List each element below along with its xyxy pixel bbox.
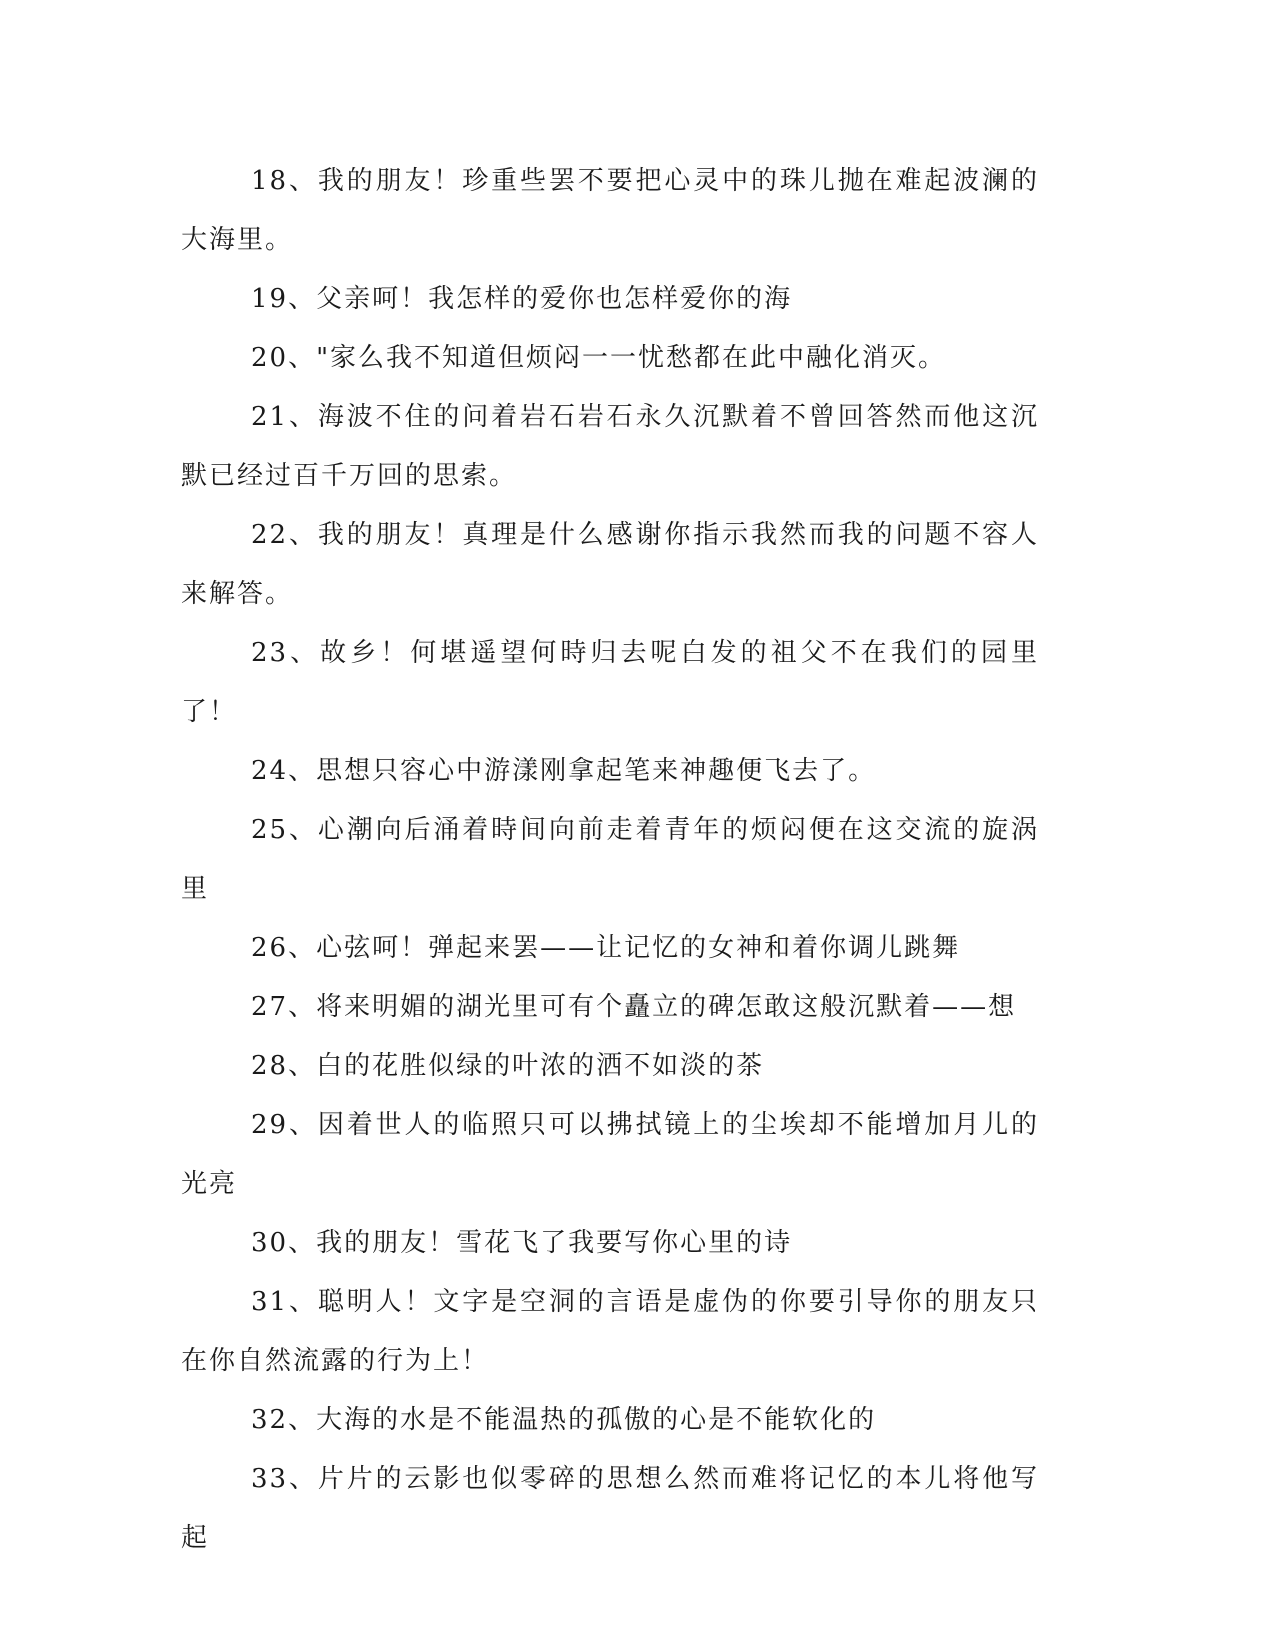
paragraph-32: 32、大海的水是不能温热的孤傲的心是不能软化的 [251, 1405, 877, 1435]
paragraph-21: 21、海波不住的问着岩石岩石永久沉默着不曾回答然而他这沉默已经过百千万回的思索。 [181, 402, 1039, 491]
paragraph-22: 22、我的朋友！真理是什么感谢你指示我然而我的问题不容人来解答。 [181, 520, 1039, 609]
paragraph-30: 30、我的朋友！雪花飞了我要写你心里的诗 [251, 1228, 793, 1258]
paragraph-26: 26、心弦呵！弹起来罢——让记忆的女神和着你调儿跳舞 [251, 933, 961, 963]
paragraph-25: 25、心潮向后涌着時间向前走着青年的烦闷便在这交流的旋涡里 [181, 815, 1039, 904]
paragraph-18: 18、我的朋友！珍重些罢不要把心灵中的珠儿抛在难起波澜的大海里。 [181, 166, 1039, 255]
paragraph-31: 31、聪明人！文字是空洞的言语是虚伪的你要引导你的朋友只在你自然流露的行为上！ [181, 1287, 1039, 1376]
paragraph-20: 20、"家么我不知道但烦闷一一忧愁都在此中融化消灭。 [251, 343, 947, 373]
paragraph-23: 23、故乡！何堪遥望何時归去呢白发的祖父不在我们的园里了！ [181, 638, 1039, 727]
paragraph-19: 19、父亲呵！我怎样的爱你也怎样爱你的海 [251, 284, 793, 314]
paragraph-28: 28、白的花胜似绿的叶浓的洒不如淡的茶 [251, 1051, 765, 1081]
document-body [181, 152, 1039, 1568]
paragraph-24: 24、思想只容心中游漾刚拿起笔来神趣便飞去了。 [251, 756, 877, 786]
paragraph-33: 33、片片的云影也似零碎的思想么然而难将记忆的本儿将他写起 [181, 1464, 1039, 1553]
paragraph-27: 27、将来明媚的湖光里可有个矗立的碑怎敢这般沉默着——想 [251, 992, 1017, 1022]
paragraph-29: 29、因着世人的临照只可以拂拭镜上的尘埃却不能增加月儿的光亮 [181, 1110, 1039, 1199]
